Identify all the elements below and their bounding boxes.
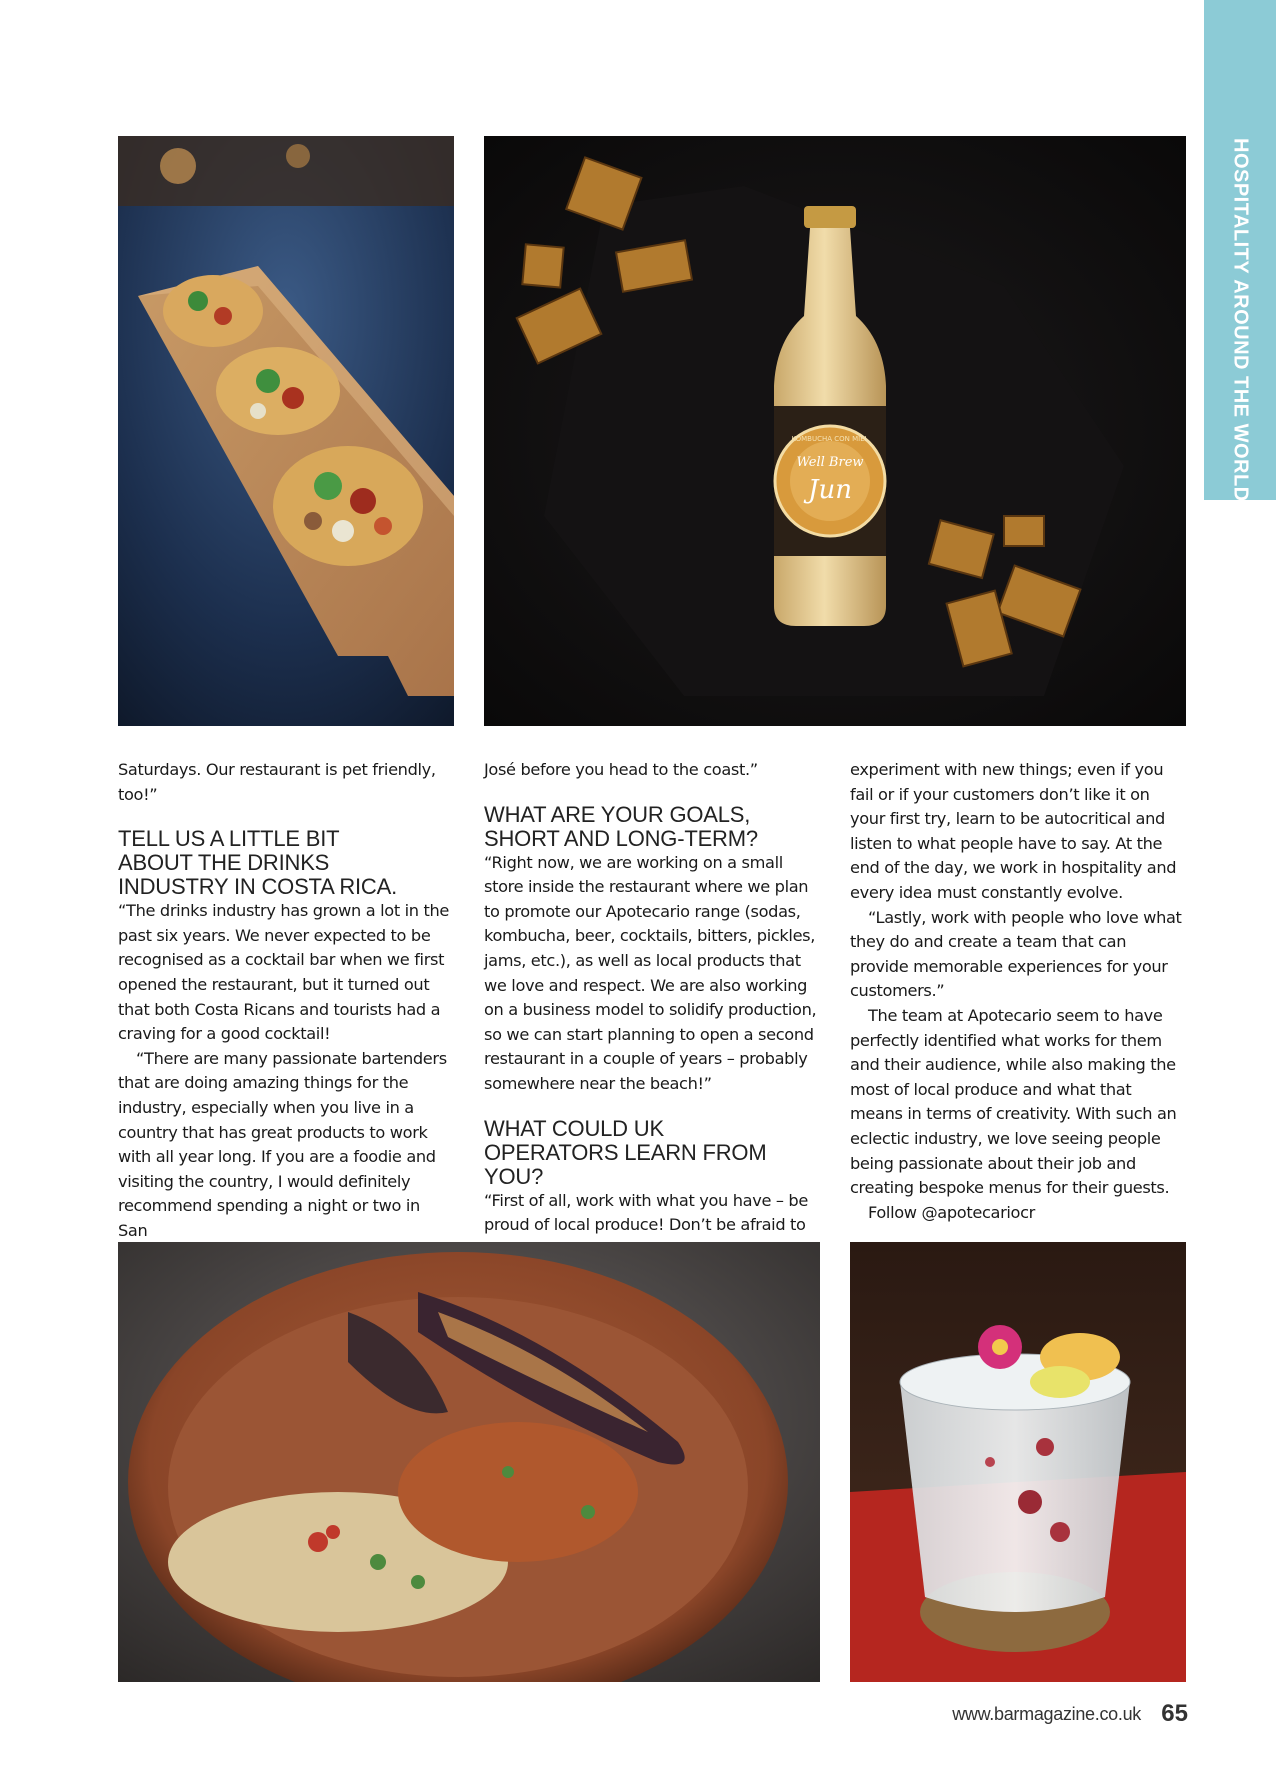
col3-paragraph: experiment with new things; even if you fail or if your customers don’t like it on your first try, learn to be autocritical and listen to what people have to say. At the end of the day, we work in hospitality and every idea must constantly evolve. [850,760,1177,902]
section-tab [1204,0,1276,500]
col2-heading: WHAT COULD UK OPERATORS LEARN FROM YOU? [484,1115,767,1189]
dish-photo [118,1242,820,1682]
column-2 [484,758,818,1238]
bottle-label-top: KOMBUCHA CON MIEL [791,435,869,443]
footer-url: www.barmagazine.co.uk [952,1704,1141,1724]
col2-heading: WHAT ARE YOUR GOALS, SHORT AND LONG-TERM? [484,801,758,851]
bottle-label-brand: Well Brew [796,455,864,470]
col1-paragraph: “The drinks industry has grown a lot in the past six years. We never expected to be recognised as a cocktail bar when we first opened the restaurant, but it turned out that both Costa Ricans and tourists had a craving for a good cocktail! [118,901,449,1044]
col1-paragraph: “There are many passionate bartenders that are doing amazing things for the industry, especially when you live in a country that has great products to work with all year long. If you are a foodie and visiting the country, I would definitely recommend spending a night or two in San [118,1048,447,1240]
col3-paragraph: Follow @apotecariocr [868,1202,1035,1222]
section-tab-label: HOSPITALITY AROUND THE WORLD [1229,138,1252,502]
column-1 [118,758,452,1244]
bottle-photo [484,136,1186,726]
tacos-photo [118,136,454,726]
column-3 [850,758,1184,1225]
col2-paragraph: José before you head to the coast.” [484,760,758,779]
col1-paragraph: Saturdays. Our restaurant is pet friendly, too!” [118,760,436,804]
page-number: 65 [1161,1700,1188,1727]
col3-paragraph: “Lastly, work with people who love what they do and create a team that can provide memorable experiences for your customers.” [850,907,1182,1001]
col2-paragraph: “Right now, we are working on a small store inside the restaurant where we plan to promote our Apotecario range (sodas, kombucha, beer, cocktails, bitters, pickles, jams, etc.), as well as local products that we love and respect. We are also working on a business model to solidify production, so we can start planning to open a second restaurant in a couple of years – probably somewhere near the beach!” [484,852,817,1093]
cocktail-photo [850,1242,1186,1682]
col2-paragraph: “First of all, work with what you have – be proud of local produce! Don’t be afraid to [484,1190,808,1235]
col3-paragraph: The team at Apotecario seem to have perfectly identified what works for them and their audience, while also making the most of local produce and what that means in terms of creativity. With such an eclectic industry, we love seeing people being passionate about their job and creating bespoke menus for their guests. [850,1005,1177,1198]
col1-heading: TELL US A LITTLE BIT ABOUT THE DRINKS INDUSTRY IN COSTA RICA. [118,826,398,900]
bottle-label-name: Jun [808,475,852,505]
